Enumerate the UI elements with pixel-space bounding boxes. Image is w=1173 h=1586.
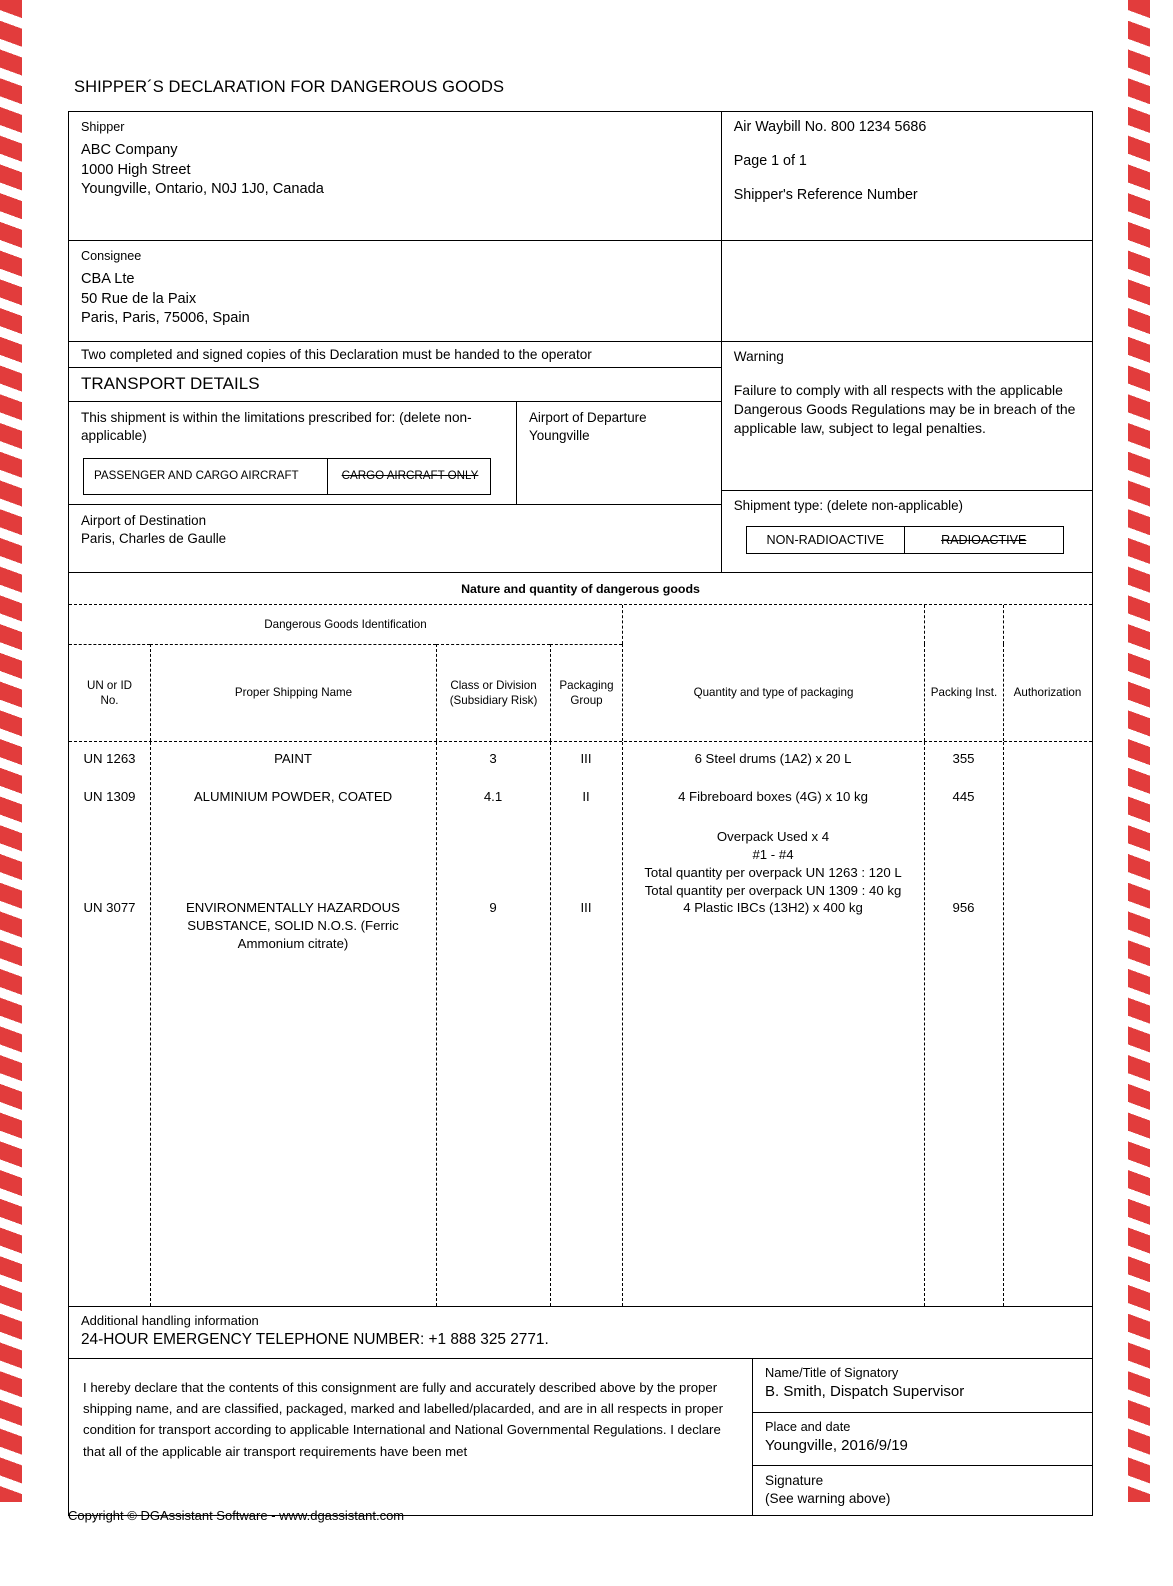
table-row (436, 788, 550, 806)
table-row (436, 750, 550, 768)
shipper-block (69, 112, 721, 240)
overpack-info-block (615, 828, 931, 900)
shipper-line-1: ABC Company (81, 142, 178, 159)
overpack-line-1: Overpack Used x 4 (716, 828, 830, 844)
packing-inst-header-spacer (924, 605, 1003, 644)
column-rule-pg (550, 742, 622, 1306)
column-rule-pi (924, 742, 1003, 1306)
declaration-signature-row (69, 1358, 1092, 1515)
place-and-date-block (753, 1412, 1092, 1465)
airport-of-departure-block (516, 402, 720, 504)
option-non-radioactive[interactable] (747, 527, 904, 553)
transport-warning-row (69, 341, 1092, 572)
dangerous-goods-column-rules (69, 742, 1092, 1306)
table-row (924, 750, 1003, 768)
dangerous-goods-column-header-row (69, 644, 1092, 741)
shipper-line-3: Youngville, Ontario, N0J 1J0, Canada (81, 181, 324, 198)
table-row (436, 899, 550, 917)
cell-pi-1: 355 (952, 750, 975, 766)
column-header-un-line-2: No. (100, 693, 119, 707)
place-and-date-value: Youngville, 2016/9/19 (765, 1436, 908, 1454)
cell-pg-3: III (580, 899, 592, 915)
two-copies-notice: Two completed and signed copies of this Declaration must be handed to the operator (81, 347, 592, 362)
table-row (550, 788, 622, 806)
table-row (924, 899, 1003, 917)
signatory-column (752, 1359, 1092, 1515)
shipment-type-selector[interactable] (746, 526, 1064, 554)
limitations-row (69, 401, 721, 504)
place-and-date-label: Place and date (765, 1418, 851, 1434)
cell-pg-1: III (580, 750, 592, 766)
signature-label: Signature (765, 1472, 824, 1488)
table-row (150, 750, 436, 768)
option-cargo-aircraft-only[interactable] (327, 459, 490, 494)
consignee-line-1: CBA Lte (81, 271, 135, 288)
cell-pi-3: 956 (952, 899, 975, 915)
column-header-packaging-group (550, 644, 622, 741)
table-row (622, 750, 924, 768)
column-header-class-line-1: Class or Division (450, 678, 537, 692)
dangerous-goods-group-header-row (69, 604, 1092, 644)
option-passenger-and-cargo-aircraft[interactable] (84, 459, 327, 494)
dangerous-goods-table-body (69, 741, 1092, 1306)
column-header-proper-shipping-name (150, 644, 436, 741)
cell-qty-3: 4 Plastic IBCs (13H2) x 400 kg (683, 899, 863, 915)
page-number: Page 1 of 1 (733, 153, 807, 169)
table-row (622, 899, 924, 917)
shipper-line-2: 1000 High Street (81, 161, 191, 178)
column-header-quantity-and-type-of-packaging (622, 644, 924, 741)
table-row (550, 750, 622, 768)
option-radioactive[interactable] (904, 527, 1063, 553)
option-radioactive-label: RADIOACTIVE (941, 533, 1027, 548)
cell-pi-2: 445 (952, 788, 975, 804)
cell-qty-2: 4 Fibreboard boxes (4G) x 10 kg (678, 788, 868, 804)
additional-handling-information-value: 24-HOUR EMERGENCY TELEPHONE NUMBER: +1 888 325 2771. (81, 1330, 549, 1348)
declaration-statement-block (69, 1359, 752, 1515)
cell-class-3: 9 (489, 899, 497, 915)
cell-un-3: UN 3077 (83, 899, 136, 915)
cell-class-1: 3 (489, 750, 497, 766)
declaration-statement-text: I hereby declare that the contents of this consignment are fully and accurately described above by the proper shipping name, and are classified, packaged, marked and labelled/placarded, and are in all respects in proper condition for transport according to applicable International and National Governmental Regulations. I declare that all of the applicable air transport requirements have been met (83, 1379, 723, 1459)
hazard-stripe-right-border (1128, 0, 1150, 1502)
cell-un-1: UN 1263 (83, 750, 136, 766)
column-header-packing-inst (924, 644, 1003, 741)
table-row (924, 788, 1003, 806)
transport-details-column (69, 342, 721, 572)
airport-of-destination-block (69, 504, 721, 572)
shipper-label: Shipper (81, 120, 125, 134)
airport-of-destination-value: Paris, Charles de Gaulle (81, 530, 227, 546)
overpack-line-4: Total quantity per overpack UN 1309 : 40 kg (644, 882, 902, 898)
table-row (550, 899, 622, 917)
consignee-row (69, 240, 1092, 341)
warning-label: Warning (733, 349, 784, 364)
cell-pg-2: II (582, 788, 590, 804)
table-row (153, 899, 433, 953)
authorization-header-spacer (1003, 605, 1091, 644)
air-waybill-number: Air Waybill No. 800 1234 5686 (733, 119, 927, 135)
overpack-line-3: Total quantity per overpack UN 1263 : 120 L (644, 864, 902, 880)
cell-class-2: 4.1 (483, 788, 503, 804)
aircraft-type-selector[interactable] (83, 458, 491, 495)
column-header-un-line-1: UN or ID (86, 678, 133, 692)
column-header-pg-line-1: Packaging (559, 678, 614, 692)
column-header-un-or-id-no (69, 644, 150, 741)
column-header-authorization (1003, 644, 1091, 741)
column-header-class-or-division (436, 644, 550, 741)
limitations-block (69, 402, 516, 504)
declaration-document (68, 78, 1093, 1516)
option-cargo-aircraft-only-label: CARGO AIRCRAFT ONLY (341, 468, 479, 482)
consignee-line-2: 50 Rue de la Paix (81, 290, 197, 307)
shipment-type-label: Shipment type: (delete non-applicable) (733, 498, 964, 513)
cell-un-2: UN 1309 (83, 788, 136, 804)
table-row (69, 899, 150, 917)
warning-column (721, 342, 1092, 572)
warning-text: Failure to comply with all respects with the applicable Dangerous Goods Regulations may be in breach of the applicable law, subject to legal penalties. (733, 382, 1076, 437)
dangerous-goods-table (69, 572, 1092, 1306)
air-waybill-block (721, 112, 1092, 240)
column-header-psn-line-1: Proper Shipping Name (234, 686, 353, 700)
table-row (69, 750, 150, 768)
limitations-text: This shipment is within the limitations prescribed for: (delete non-applicable) (81, 410, 472, 444)
table-row (69, 788, 150, 806)
table-row (622, 788, 924, 806)
option-non-radioactive-label: NON-RADIOACTIVE (766, 533, 885, 548)
table-row (150, 788, 436, 806)
column-rule-psn (150, 742, 436, 1306)
signatory-name-value: B. Smith, Dispatch Supervisor (765, 1382, 965, 1400)
consignee-block (69, 241, 721, 341)
cell-psn-3: ENVIRONMENTALLY HAZARDOUS SUBSTANCE, SOLID N.O.S. (Ferric Ammonium citrate) (186, 899, 400, 951)
option-passenger-and-cargo-aircraft-label: PASSENGER AND CARGO AIRCRAFT (94, 468, 299, 482)
signatory-name-label: Name/Title of Signatory (765, 1364, 899, 1380)
additional-handling-information-block (69, 1306, 1092, 1358)
warning-block (722, 342, 1092, 490)
column-rule-un (69, 742, 150, 1306)
column-header-class-line-2: (Subsidiary Risk) (449, 693, 538, 707)
copyright-notice: Copyright © DGAssistant Software - www.dgassistant.com (68, 1508, 405, 1523)
transport-details-heading: TRANSPORT DETAILS (69, 367, 721, 401)
airport-of-departure-value: Youngville (529, 428, 590, 444)
signature-note: (See warning above) (765, 1491, 891, 1507)
declaration-form-frame (68, 111, 1093, 1516)
signatory-name-block (753, 1359, 1092, 1412)
column-rule-class (436, 742, 550, 1306)
column-rule-auth (1003, 742, 1091, 1306)
column-header-pi-line-1: Packing Inst. (930, 685, 998, 699)
shipper-reference-number: Shipper's Reference Number (733, 187, 918, 203)
cell-psn-2: ALUMINIUM POWDER, COATED (193, 788, 393, 804)
column-header-pg-line-2: Group (570, 693, 603, 707)
signature-block[interactable] (753, 1465, 1092, 1515)
column-header-qty-line-1: Quantity and type of packaging (693, 685, 854, 699)
cell-qty-1: 6 Steel drums (1A2) x 20 L (694, 750, 852, 766)
column-rule-qty (622, 742, 924, 1306)
airport-of-departure-label: Airport of Departure (529, 410, 647, 425)
consignee-right-blank-cell (721, 241, 1092, 341)
cell-psn-1: PAINT (274, 750, 312, 766)
dangerous-goods-identification-header: Dangerous Goods Identification (264, 617, 427, 631)
overpack-line-2: #1 - #4 (752, 846, 794, 862)
quantity-header-spacer (622, 605, 924, 644)
shipper-awb-row (69, 112, 1092, 240)
consignee-line-3: Paris, Paris, 75006, Spain (81, 310, 250, 327)
consignee-label: Consignee (81, 249, 142, 263)
hazard-stripe-left-border (0, 0, 22, 1502)
airport-of-destination-label: Airport of Destination (81, 512, 207, 528)
dangerous-goods-table-title: Nature and quantity of dangerous goods (461, 581, 700, 596)
additional-handling-information-label: Additional handling information (81, 1312, 259, 1328)
page-title: SHIPPER´S DECLARATION FOR DANGEROUS GOODS (74, 78, 505, 96)
shipment-type-block (722, 490, 1092, 558)
column-header-auth-line-1: Authorization (1013, 685, 1082, 699)
